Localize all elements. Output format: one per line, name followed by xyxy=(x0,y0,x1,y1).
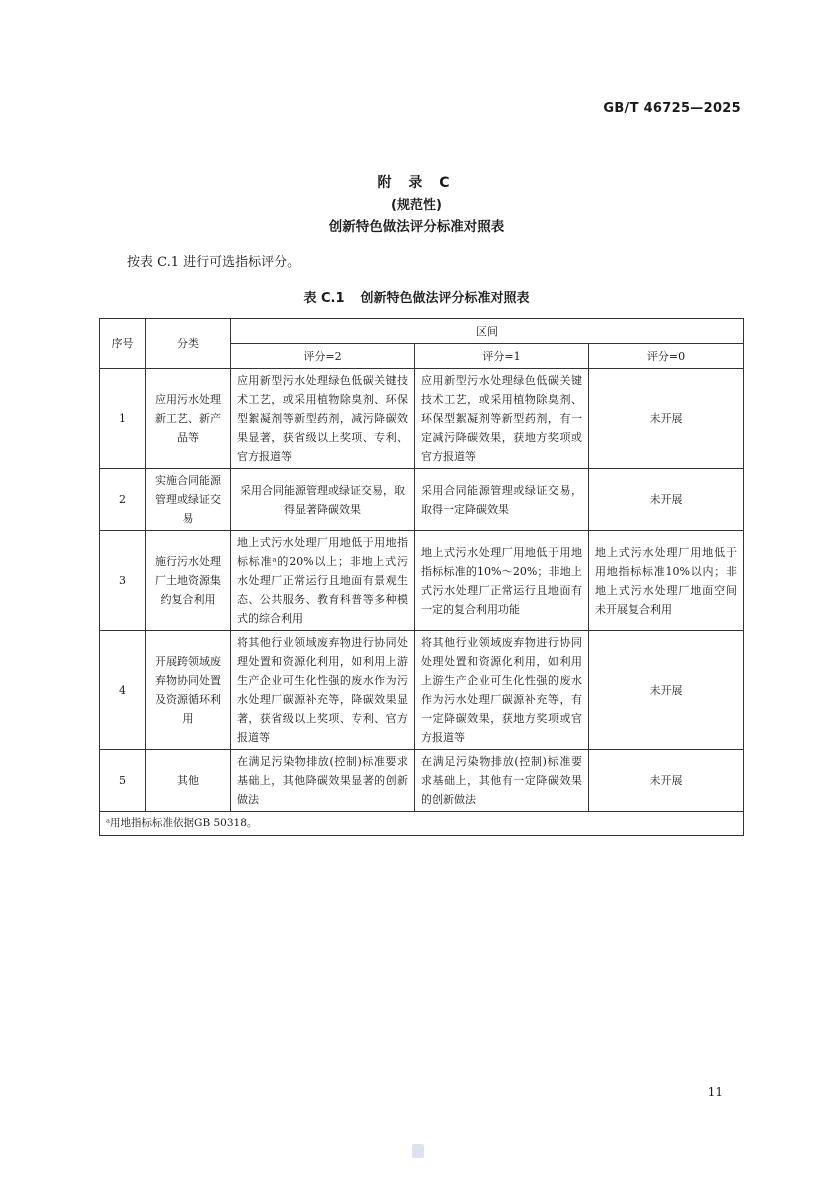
header-category: 分类 xyxy=(146,319,231,369)
scoring-table xyxy=(99,318,744,836)
row-score-0: 未开展 xyxy=(589,750,744,812)
row-score-1: 应用新型污水处理绿色低碳关键技术工艺，或采用植物除臭剂、环保型絮凝剂等新型药剂，有一定减污降碳效果，获地方奖项或官方报道等 xyxy=(415,369,589,469)
row-seq: 4 xyxy=(100,631,146,750)
row-seq: 3 xyxy=(100,531,146,631)
row-score-2: 将其他行业领域废弃物进行协同处理处置和资源化利用，如利用上游生产企业可生化性强的废水作为污水处理厂碳源补充等，降碳效果显著，获省级以上奖项、专利、官方报道等 xyxy=(231,631,415,750)
table-row xyxy=(100,631,744,750)
row-seq: 1 xyxy=(100,369,146,469)
row-score-1: 在满足污染物排放(控制)标准要求基础上，其他有一定降碳效果的创新做法 xyxy=(415,750,589,812)
header-score-2: 评分=2 xyxy=(231,344,415,369)
row-seq: 5 xyxy=(100,750,146,812)
row-score-1: 采用合同能源管理或绿证交易，取得一定降碳效果 xyxy=(415,469,589,531)
publisher-logo-icon xyxy=(412,1144,424,1158)
appendix-type: (规范性) xyxy=(391,198,442,213)
intro-text: 按表 C.1 进行可选指标评分。 xyxy=(127,255,301,270)
row-category: 应用污水处理新工艺、新产品等 xyxy=(146,369,231,469)
row-score-2: 地上式污水处理厂用地低于用地指标标准ᵃ的20%以上；非地上式污水处理厂正常运行且地面有景观生态、公共服务、教育科普等多种模式的综合利用 xyxy=(231,531,415,631)
table-row xyxy=(100,369,744,469)
table-caption-title: 创新特色做法评分标准对照表 xyxy=(360,291,530,306)
table-caption xyxy=(0,287,833,306)
row-score-2: 在满足污染物排放(控制)标准要求基础上，其他降碳效果显著的创新做法 xyxy=(231,750,415,812)
appendix-title: 附 录 C xyxy=(377,175,456,191)
row-score-2: 采用合同能源管理或绿证交易，取得显著降碳效果 xyxy=(231,469,415,531)
row-score-1: 将其他行业领域废弃物进行协同处理处置和资源化利用，如利用上游生产企业可生化性强的废水作为污水处理厂碳源补充等，有一定降碳效果，获地方奖项或官方报道等 xyxy=(415,631,589,750)
table-footnote-row xyxy=(100,812,744,836)
page-number: 11 xyxy=(707,1085,723,1099)
row-category: 施行污水处理厂土地资源集约复合利用 xyxy=(146,531,231,631)
header-seq: 序号 xyxy=(100,319,146,369)
row-seq: 2 xyxy=(100,469,146,531)
table-caption-id: 表 C.1 xyxy=(303,291,345,306)
table-footnote: ᵃ用地指标标准依据GB 50318。 xyxy=(100,812,744,836)
table-row xyxy=(100,469,744,531)
table-row xyxy=(100,750,744,812)
row-score-1: 地上式污水处理厂用地低于用地指标标准的10%～20%；非地上式污水处理厂正常运行且地面有一定的复合利用功能 xyxy=(415,531,589,631)
header-score-0: 评分=0 xyxy=(589,344,744,369)
row-score-0: 未开展 xyxy=(589,369,744,469)
row-category: 开展跨领域废弃物协同处置及资源循环利用 xyxy=(146,631,231,750)
row-category: 其他 xyxy=(146,750,231,812)
row-score-2: 应用新型污水处理绿色低碳关键技术工艺，或采用植物除臭剂、环保型絮凝剂等新型药剂，减污降碳效果显著，获省级以上奖项、专利、官方报道等 xyxy=(231,369,415,469)
appendix-name: 创新特色做法评分标准对照表 xyxy=(328,219,505,235)
row-score-0: 地上式污水处理厂用地低于用地指标标准10%以内；非地上式污水处理厂地面空间未开展复合利用 xyxy=(589,531,744,631)
header-range: 区间 xyxy=(231,319,744,344)
row-category: 实施合同能源管理或绿证交易 xyxy=(146,469,231,531)
row-score-0: 未开展 xyxy=(589,469,744,531)
header-score-1: 评分=1 xyxy=(415,344,589,369)
table-row xyxy=(100,531,744,631)
row-score-0: 未开展 xyxy=(589,631,744,750)
standard-code: GB/T 46725—2025 xyxy=(603,101,741,116)
